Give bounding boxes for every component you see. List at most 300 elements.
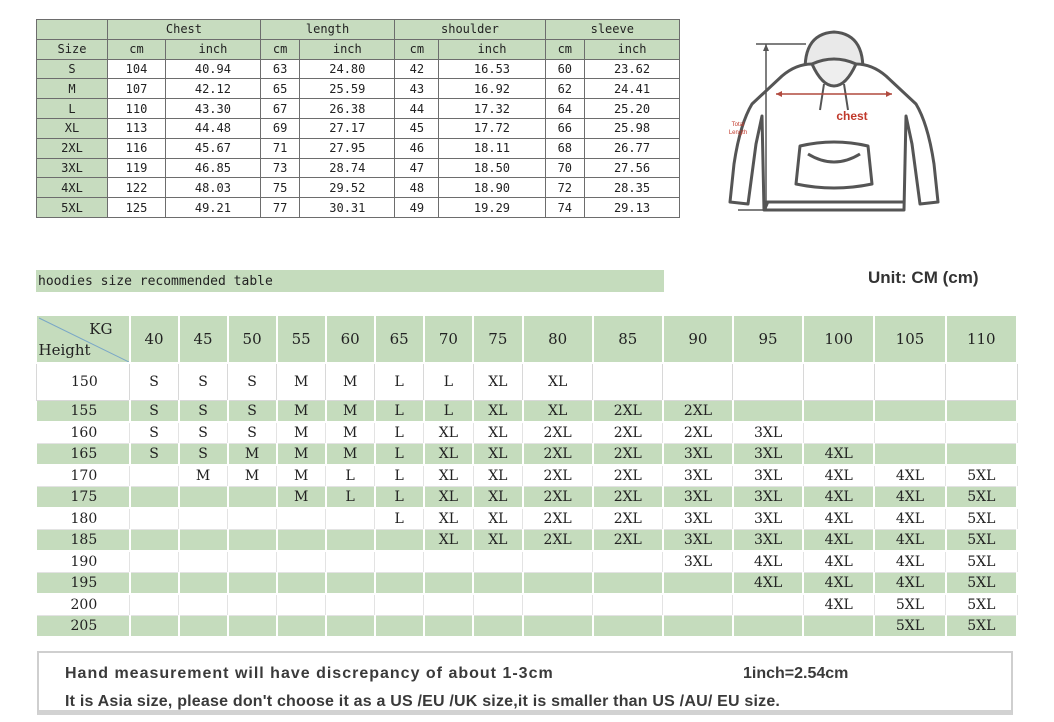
- recommended-size-cell: [179, 487, 228, 509]
- size-cell: S: [37, 59, 108, 79]
- recommended-size-cell: XL: [424, 508, 473, 530]
- recommended-size-cell: 5XL: [946, 594, 1017, 616]
- recommended-size-cell: 5XL: [946, 616, 1017, 638]
- group-shoulder: shoulder: [395, 20, 545, 40]
- measurement-cell: 104: [108, 59, 166, 79]
- measurement-cell: 122: [108, 178, 166, 198]
- recommended-size-cell: M: [179, 465, 228, 487]
- recommended-size-cell: L: [375, 363, 424, 401]
- measurement-cell: 49: [395, 198, 439, 218]
- recommended-size-cell: 4XL: [803, 508, 874, 530]
- size-chart-row: [37, 198, 680, 218]
- recommended-size-cell: XL: [473, 401, 522, 423]
- recommended-size-cell: [228, 487, 277, 509]
- recommended-size-cell: [803, 616, 874, 638]
- recommended-size-cell: S: [228, 363, 277, 401]
- recommended-size-cell: XL: [424, 444, 473, 466]
- measurement-cell: 18.11: [439, 138, 545, 158]
- recommended-size-cell: [228, 530, 277, 552]
- measurement-cell: 40.94: [165, 59, 260, 79]
- recommended-size-cell: 3XL: [733, 530, 803, 552]
- measurement-cell: 119: [108, 158, 166, 178]
- recommended-size-cell: [375, 594, 424, 616]
- recommended-size-cell: 4XL: [803, 551, 874, 573]
- recommended-size-cell: 4XL: [874, 508, 945, 530]
- recommended-size-cell: L: [326, 465, 375, 487]
- recommended-size-cell: 2XL: [523, 422, 593, 444]
- recommended-size-cell: [326, 551, 375, 573]
- recommended-size-cell: M: [326, 444, 375, 466]
- height-row: [37, 508, 1018, 530]
- recommended-size-cell: [228, 551, 277, 573]
- recommended-size-cell: [277, 573, 326, 595]
- recommended-size-cell: L: [326, 487, 375, 509]
- recommended-size-cell: [593, 594, 663, 616]
- recommended-size-cell: [424, 551, 473, 573]
- size-chart-table: [36, 19, 680, 218]
- measurement-cell: 64: [545, 99, 585, 119]
- measurement-cell: 25.59: [300, 79, 395, 99]
- height-cell: 185: [37, 530, 130, 552]
- recommended-size-cell: XL: [424, 465, 473, 487]
- height-cell: 165: [37, 444, 130, 466]
- weight-header-cell: 50: [228, 316, 277, 363]
- measurement-cell: 25.98: [585, 118, 680, 138]
- recommended-size-cell: [733, 363, 803, 401]
- recommended-size-cell: [375, 530, 424, 552]
- unit-header-cell: cm: [395, 39, 439, 59]
- measurement-cell: 116: [108, 138, 166, 158]
- weight-header-cell: 105: [874, 316, 945, 363]
- recommended-size-cell: [733, 401, 803, 423]
- recommended-size-cell: 2XL: [523, 508, 593, 530]
- length-label: Length: [728, 130, 748, 136]
- weight-header-cell: 60: [326, 316, 375, 363]
- recommended-size-cell: L: [375, 422, 424, 444]
- size-cell: 5XL: [37, 198, 108, 218]
- recommended-size-cell: [733, 616, 803, 638]
- recommended-size-cell: 5XL: [946, 465, 1017, 487]
- recommended-size-cell: 4XL: [874, 487, 945, 509]
- measurement-cell: 44.48: [165, 118, 260, 138]
- recommended-size-cell: [874, 422, 945, 444]
- height-row: [37, 573, 1018, 595]
- measurement-cell: 110: [108, 99, 166, 119]
- weight-header-cell: 75: [473, 316, 522, 363]
- recommended-table-title: hoodies size recommended table: [36, 270, 664, 292]
- recommended-size-cell: [228, 573, 277, 595]
- recommended-size-cell: S: [130, 401, 179, 423]
- recommended-size-cell: M: [277, 465, 326, 487]
- size-chart-row: [37, 118, 680, 138]
- measurement-cell: 75: [260, 178, 300, 198]
- height-label: Height: [38, 341, 91, 359]
- measurement-cell: 68: [545, 138, 585, 158]
- recommended-size-cell: [424, 573, 473, 595]
- unit-header-cell: inch: [165, 39, 260, 59]
- recommended-size-cell: XL: [424, 487, 473, 509]
- recommended-size-cell: [663, 594, 733, 616]
- weight-header-cell: 90: [663, 316, 733, 363]
- recommended-size-cell: [179, 594, 228, 616]
- recommended-size-cell: XL: [424, 530, 473, 552]
- recommended-size-cell: 2XL: [663, 422, 733, 444]
- height-row: [37, 363, 1018, 401]
- recommended-size-cell: 3XL: [663, 530, 733, 552]
- measurement-cell: 24.80: [300, 59, 395, 79]
- measurement-cell: 125: [108, 198, 166, 218]
- measurement-cell: 27.17: [300, 118, 395, 138]
- measurement-cell: 49.21: [165, 198, 260, 218]
- unit-header-cell: inch: [300, 39, 395, 59]
- measurement-cell: 27.95: [300, 138, 395, 158]
- measurement-cell: 60: [545, 59, 585, 79]
- recommended-size-cell: [424, 594, 473, 616]
- measurement-cell: 26.77: [585, 138, 680, 158]
- recommended-size-cell: 2XL: [593, 530, 663, 552]
- height-cell: 195: [37, 573, 130, 595]
- size-chart-group-header: [37, 20, 680, 40]
- size-column-header: Size: [37, 39, 108, 59]
- recommended-size-cell: 4XL: [874, 573, 945, 595]
- measurement-cell: 65: [260, 79, 300, 99]
- weight-header-cell: 100: [803, 316, 874, 363]
- measurement-cell: 70: [545, 158, 585, 178]
- unit-header-cell: cm: [260, 39, 300, 59]
- size-chart-unit-header: [37, 39, 680, 59]
- recommended-size-cell: S: [130, 422, 179, 444]
- recommended-size-cell: [277, 616, 326, 638]
- recommended-size-cell: [473, 551, 522, 573]
- kg-label: KG: [89, 320, 113, 338]
- measurement-cell: 29.13: [585, 198, 680, 218]
- recommended-size-cell: [874, 363, 945, 401]
- measurement-cell: 63: [260, 59, 300, 79]
- unit-label: Unit: CM (cm): [868, 268, 979, 287]
- height-cell: 205: [37, 616, 130, 638]
- measurement-cell: 24.41: [585, 79, 680, 99]
- recommended-size-cell: 2XL: [593, 422, 663, 444]
- recommended-size-cell: XL: [473, 465, 522, 487]
- recommended-size-cell: 5XL: [874, 594, 945, 616]
- measurement-cell: 71: [260, 138, 300, 158]
- recommended-size-cell: M: [277, 363, 326, 401]
- recommended-size-cell: 2XL: [523, 465, 593, 487]
- recommended-size-cell: XL: [473, 530, 522, 552]
- measurement-cell: 16.92: [439, 79, 545, 99]
- recommended-size-cell: [130, 465, 179, 487]
- recommended-size-cell: [130, 508, 179, 530]
- recommended-size-cell: M: [228, 465, 277, 487]
- measurement-cell: 28.35: [585, 178, 680, 198]
- recommended-size-cell: 5XL: [946, 487, 1017, 509]
- measurement-cell: 77: [260, 198, 300, 218]
- recommended-size-cell: 2XL: [593, 487, 663, 509]
- recommended-size-cell: M: [277, 401, 326, 423]
- size-chart-row: [37, 59, 680, 79]
- recommended-size-cell: 4XL: [874, 530, 945, 552]
- recommended-size-cell: L: [375, 444, 424, 466]
- recommended-size-cell: XL: [424, 422, 473, 444]
- height-row: [37, 551, 1018, 573]
- height-row: [37, 594, 1018, 616]
- weight-header-cell: 70: [424, 316, 473, 363]
- measurement-cell: 30.31: [300, 198, 395, 218]
- weight-header-cell: 55: [277, 316, 326, 363]
- recommended-size-cell: S: [179, 444, 228, 466]
- height-row: [37, 530, 1018, 552]
- height-cell: 150: [37, 363, 130, 401]
- recommended-size-cell: M: [228, 444, 277, 466]
- recommended-size-table: [36, 316, 1018, 638]
- recommended-size-cell: [523, 616, 593, 638]
- recommended-size-cell: 5XL: [946, 508, 1017, 530]
- recommended-size-cell: 3XL: [663, 551, 733, 573]
- recommended-size-cell: [326, 573, 375, 595]
- recommended-size-cell: [663, 363, 733, 401]
- measurement-cell: 48.03: [165, 178, 260, 198]
- recommended-size-cell: [593, 551, 663, 573]
- recommended-size-cell: 2XL: [523, 530, 593, 552]
- recommended-size-cell: 3XL: [663, 465, 733, 487]
- height-row: [37, 422, 1018, 444]
- recommended-size-cell: [523, 594, 593, 616]
- measurement-cell: 18.50: [439, 158, 545, 178]
- recommended-size-cell: [277, 594, 326, 616]
- recommended-size-cell: M: [277, 444, 326, 466]
- asia-size-note: It is Asia size, please don't choose it as a US /EU /UK size,it is smaller than US /AU/ EU size.: [65, 693, 781, 710]
- recommended-size-cell: [130, 530, 179, 552]
- measurement-cell: 28.74: [300, 158, 395, 178]
- recommended-size-cell: [946, 422, 1017, 444]
- recommended-size-cell: 2XL: [593, 508, 663, 530]
- measurement-cell: 23.62: [585, 59, 680, 79]
- recommended-size-cell: [228, 616, 277, 638]
- height-row: [37, 616, 1018, 638]
- recommended-size-cell: 4XL: [874, 465, 945, 487]
- measurement-cell: 62: [545, 79, 585, 99]
- recommended-size-cell: XL: [523, 363, 593, 401]
- recommended-size-cell: XL: [473, 363, 522, 401]
- measurement-cell: 73: [260, 158, 300, 178]
- recommended-size-cell: [326, 530, 375, 552]
- height-row: [37, 401, 1018, 423]
- measurement-cell: 45.67: [165, 138, 260, 158]
- measurement-cell: 29.52: [300, 178, 395, 198]
- recommended-size-cell: L: [375, 401, 424, 423]
- notes-box: [37, 651, 1013, 715]
- height-cell: 155: [37, 401, 130, 423]
- recommended-size-cell: XL: [473, 487, 522, 509]
- measurement-cell: 46: [395, 138, 439, 158]
- recommended-size-cell: 3XL: [733, 422, 803, 444]
- measurement-cell: 47: [395, 158, 439, 178]
- weight-header-cell: 45: [179, 316, 228, 363]
- weight-header-row: [37, 316, 1018, 363]
- recommended-size-cell: M: [277, 487, 326, 509]
- weight-header-cell: 40: [130, 316, 179, 363]
- recommended-size-cell: S: [179, 363, 228, 401]
- height-cell: 175: [37, 487, 130, 509]
- recommended-size-cell: [179, 530, 228, 552]
- measurement-cell: 25.20: [585, 99, 680, 119]
- recommended-size-cell: S: [179, 422, 228, 444]
- recommended-size-cell: 2XL: [593, 465, 663, 487]
- unit-header-cell: cm: [545, 39, 585, 59]
- recommended-size-cell: [326, 508, 375, 530]
- recommended-size-cell: 4XL: [803, 573, 874, 595]
- recommended-size-cell: 2XL: [663, 401, 733, 423]
- recommended-size-cell: 5XL: [946, 573, 1017, 595]
- size-chart-row: [37, 138, 680, 158]
- recommended-size-cell: S: [179, 401, 228, 423]
- weight-header-cell: 85: [593, 316, 663, 363]
- recommended-size-cell: [733, 594, 803, 616]
- recommended-size-cell: S: [228, 422, 277, 444]
- height-cell: 160: [37, 422, 130, 444]
- group-sleeve: sleeve: [545, 20, 679, 40]
- hoodie-diagram: [716, 24, 956, 220]
- recommended-size-cell: S: [130, 363, 179, 401]
- size-cell: 4XL: [37, 178, 108, 198]
- height-cell: 200: [37, 594, 130, 616]
- recommended-size-cell: [593, 573, 663, 595]
- recommended-size-cell: [179, 508, 228, 530]
- measurement-cell: 44: [395, 99, 439, 119]
- recommended-size-cell: [326, 616, 375, 638]
- height-cell: 180: [37, 508, 130, 530]
- recommended-size-cell: [663, 616, 733, 638]
- recommended-size-cell: [473, 616, 522, 638]
- recommended-size-cell: 2XL: [593, 444, 663, 466]
- recommended-size-cell: 2XL: [523, 444, 593, 466]
- recommended-size-cell: M: [277, 422, 326, 444]
- height-row: [37, 444, 1018, 466]
- size-cell: L: [37, 99, 108, 119]
- size-chart-row: [37, 99, 680, 119]
- recommended-size-cell: L: [424, 363, 473, 401]
- weight-header-cell: 95: [733, 316, 803, 363]
- recommended-size-cell: [874, 444, 945, 466]
- recommended-size-cell: [130, 573, 179, 595]
- recommended-size-cell: [130, 616, 179, 638]
- group-chest: Chest: [108, 20, 261, 40]
- recommended-size-cell: L: [375, 487, 424, 509]
- size-cell: 2XL: [37, 138, 108, 158]
- recommended-size-cell: [179, 616, 228, 638]
- height-cell: 190: [37, 551, 130, 573]
- kg-height-corner: [37, 316, 130, 363]
- measurement-cell: 42.12: [165, 79, 260, 99]
- recommended-size-cell: 4XL: [803, 465, 874, 487]
- recommended-size-cell: [523, 573, 593, 595]
- recommended-size-cell: 4XL: [803, 487, 874, 509]
- height-row: [37, 465, 1018, 487]
- recommended-size-cell: L: [375, 465, 424, 487]
- recommended-size-cell: S: [130, 444, 179, 466]
- recommended-size-cell: [523, 551, 593, 573]
- recommended-size-cell: 3XL: [663, 444, 733, 466]
- recommended-size-cell: [874, 401, 945, 423]
- measurement-cell: 27.56: [585, 158, 680, 178]
- recommended-size-cell: S: [228, 401, 277, 423]
- recommended-size-cell: [130, 551, 179, 573]
- recommended-size-cell: [228, 594, 277, 616]
- measurement-cell: 107: [108, 79, 166, 99]
- recommended-size-cell: [179, 551, 228, 573]
- measurement-cell: 18.90: [439, 178, 545, 198]
- corner-cell: [37, 20, 108, 40]
- size-cell: M: [37, 79, 108, 99]
- recommended-size-cell: [228, 508, 277, 530]
- unit-header-cell: inch: [439, 39, 545, 59]
- measurement-cell: 48: [395, 178, 439, 198]
- recommended-size-cell: [424, 616, 473, 638]
- recommended-size-cell: [946, 401, 1017, 423]
- recommended-size-cell: [130, 594, 179, 616]
- measurement-cell: 66: [545, 118, 585, 138]
- recommended-size-cell: 3XL: [663, 508, 733, 530]
- size-chart-row: [37, 79, 680, 99]
- recommended-size-cell: [803, 422, 874, 444]
- weight-header-cell: 65: [375, 316, 424, 363]
- recommended-size-cell: [375, 616, 424, 638]
- measurement-cell: 113: [108, 118, 166, 138]
- measurement-cell: 45: [395, 118, 439, 138]
- recommended-size-cell: L: [424, 401, 473, 423]
- recommended-size-cell: [593, 363, 663, 401]
- measurement-cell: 43: [395, 79, 439, 99]
- recommended-size-cell: 4XL: [733, 573, 803, 595]
- total-label: Total: [731, 122, 745, 128]
- measurement-cell: 46.85: [165, 158, 260, 178]
- recommended-size-cell: [803, 401, 874, 423]
- recommended-size-cell: [946, 363, 1017, 401]
- recommended-size-cell: 4XL: [874, 551, 945, 573]
- weight-header-cell: 110: [946, 316, 1017, 363]
- recommended-size-cell: [593, 616, 663, 638]
- recommended-size-cell: M: [326, 363, 375, 401]
- size-chart-row: [37, 158, 680, 178]
- inch-conversion-note: 1inch=2.54cm: [743, 665, 849, 682]
- recommended-size-cell: 5XL: [874, 616, 945, 638]
- recommended-size-cell: 3XL: [733, 465, 803, 487]
- measurement-cell: 67: [260, 99, 300, 119]
- measurement-cell: 19.29: [439, 198, 545, 218]
- recommended-size-cell: 2XL: [523, 487, 593, 509]
- weight-header-cell: 80: [523, 316, 593, 363]
- size-cell: XL: [37, 118, 108, 138]
- measurement-cell: 16.53: [439, 59, 545, 79]
- recommended-size-cell: XL: [473, 422, 522, 444]
- recommended-size-cell: [803, 363, 874, 401]
- group-length: length: [260, 20, 394, 40]
- recommended-size-cell: [277, 508, 326, 530]
- unit-header-cell: cm: [108, 39, 166, 59]
- recommended-size-cell: 3XL: [733, 508, 803, 530]
- recommended-size-cell: [375, 551, 424, 573]
- measurement-cell: 17.72: [439, 118, 545, 138]
- recommended-size-cell: XL: [523, 401, 593, 423]
- recommended-size-cell: XL: [473, 444, 522, 466]
- recommended-size-cell: [277, 530, 326, 552]
- recommended-size-cell: 4XL: [803, 530, 874, 552]
- measurement-note: Hand measurement will have discrepancy of about 1-3cm: [65, 665, 554, 682]
- recommended-size-cell: [663, 573, 733, 595]
- recommended-size-cell: [277, 551, 326, 573]
- recommended-size-cell: M: [326, 401, 375, 423]
- recommended-size-cell: M: [326, 422, 375, 444]
